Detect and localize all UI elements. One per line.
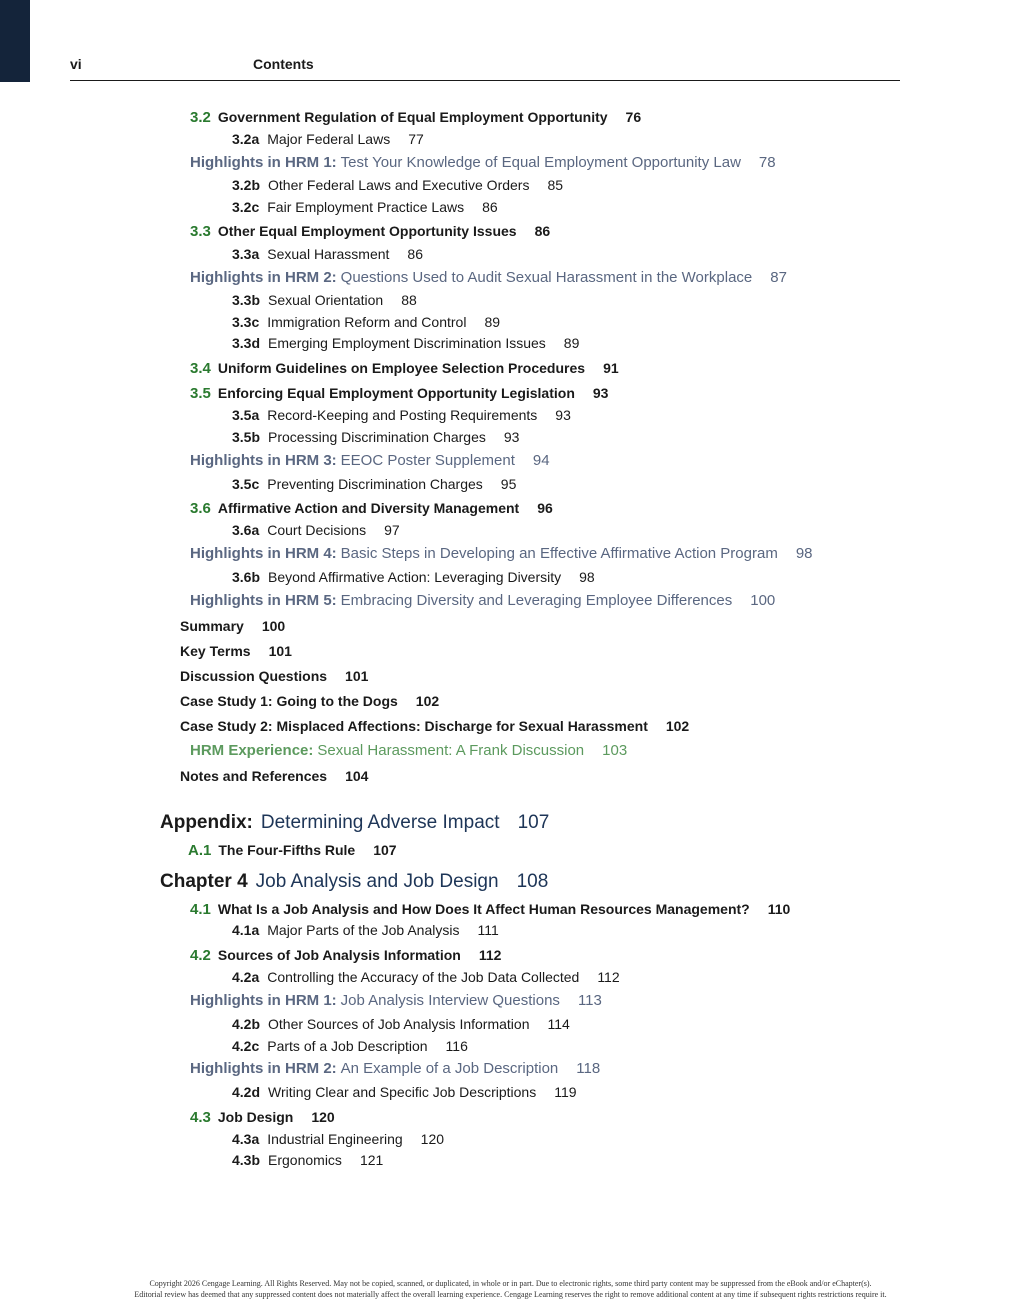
- toc-entry-title: Beyond Affirmative Action: Leveraging Diversity: [268, 569, 562, 585]
- toc-entry-label: Highlights in HRM 3:: [190, 452, 337, 469]
- toc-entry-title: Controlling the Accuracy of the Job Data Collected: [267, 969, 580, 985]
- toc-entry: [180, 642, 292, 660]
- toc-entry-page: 98: [579, 569, 595, 585]
- toc-entry: [190, 592, 775, 610]
- toc-entry-title: Notes and References: [180, 768, 328, 784]
- toc-entry-title: Questions Used to Audit Sexual Harassment in the Workplace: [340, 269, 753, 286]
- running-header-title: Contents: [253, 56, 314, 72]
- toc-entry-title: An Example of a Job Description: [340, 1060, 559, 1077]
- toc-entry-page: 86: [534, 223, 551, 239]
- toc-entry: [232, 1015, 570, 1033]
- toc-entry-title: Immigration Reform and Control: [267, 314, 467, 330]
- toc-entry: [190, 108, 641, 127]
- toc-entry-label: Highlights in HRM 5:: [190, 592, 337, 609]
- toc-entry-page: 100: [750, 592, 776, 609]
- toc-entry-title: Job Analysis Interview Questions: [340, 992, 560, 1009]
- toc-entry-page: 121: [359, 1152, 384, 1168]
- toc-entry-number: 3.6a: [232, 522, 260, 538]
- toc-entry: [232, 198, 498, 216]
- toc-entry: [232, 406, 571, 424]
- toc-entry-number: 3.5b: [232, 429, 261, 445]
- toc-entry: [232, 130, 424, 148]
- toc-entry-number: 4.2d: [232, 1084, 261, 1100]
- toc-entry: [190, 545, 813, 563]
- toc-entry: [190, 452, 550, 470]
- toc-entry-title: Emerging Employment Discrimination Issues: [268, 335, 546, 351]
- toc-entry-page: 119: [554, 1084, 577, 1100]
- toc-entry-page: 87: [770, 269, 787, 286]
- toc-entry-number: 4.3a: [232, 1131, 260, 1147]
- toc-entry-title: Determining Adverse Impact: [260, 812, 500, 833]
- toc-entry-title: What Is a Job Analysis and How Does It Affect Human Resources Management?: [217, 901, 750, 917]
- toc-entry: [232, 334, 579, 352]
- toc-entry-page: 95: [500, 476, 517, 492]
- toc-entry-title: Ergonomics: [268, 1152, 342, 1168]
- toc-entry-number: 3.6b: [232, 569, 261, 585]
- toc-entry-page: 91: [603, 360, 619, 376]
- toc-entry: [232, 1130, 444, 1148]
- toc-entry: [160, 812, 549, 834]
- toc-entry-number: 3.5c: [232, 476, 260, 492]
- toc-entry-page: 104: [345, 768, 369, 784]
- toc-entry-label: Highlights in HRM 2:: [190, 1060, 337, 1077]
- toc-entry: [190, 269, 787, 287]
- toc-entry-page: 112: [597, 969, 620, 985]
- toc-entry-title: Other Federal Laws and Executive Orders: [268, 177, 530, 193]
- toc-entry: [188, 841, 397, 860]
- toc-entry: [180, 692, 439, 710]
- toc-entry-page: 110: [767, 901, 791, 917]
- toc-entry-page: 101: [268, 643, 292, 659]
- toc-entry-title: Other Sources of Job Analysis Information: [268, 1016, 530, 1032]
- toc-entry-title: Case Study 2: Misplaced Affections: Discharge for Sexual Harassment: [180, 718, 648, 734]
- toc-entry-title: Major Federal Laws: [267, 131, 391, 147]
- toc-entry-title: Enforcing Equal Employment Opportunity Legislation: [217, 385, 575, 401]
- toc-entry-number: 4.3b: [232, 1152, 261, 1168]
- toc-entry-page: 111: [477, 922, 499, 938]
- toc-entry-title: Case Study 1: Going to the Dogs: [180, 693, 398, 709]
- toc-entry-page: 93: [503, 429, 520, 445]
- toc-entry-number: 3.3a: [232, 246, 260, 262]
- toc-entry: [190, 154, 776, 172]
- toc-entry-page: 85: [547, 177, 564, 193]
- toc-entry-label: Highlights in HRM 1:: [190, 992, 337, 1009]
- toc-entry: [232, 921, 499, 939]
- toc-entry: [190, 1108, 335, 1127]
- toc-entry-number: 3.2: [190, 109, 211, 126]
- toc-entry: [180, 617, 285, 635]
- toc-entry-page: 100: [261, 618, 286, 634]
- toc-entry: [160, 871, 548, 893]
- toc-entry-number: 4.1a: [232, 922, 260, 938]
- toc-entry-page: 116: [445, 1038, 468, 1054]
- toc-entry-label: Highlights in HRM 1:: [190, 154, 337, 171]
- toc-entry: [232, 245, 423, 263]
- toc-entry-title: Government Regulation of Equal Employment Opportunity: [217, 109, 608, 125]
- toc-entry: [190, 742, 627, 760]
- toc-entry-number: 3.2c: [232, 199, 260, 215]
- toc-entry: [190, 499, 553, 518]
- toc-entry: [232, 1037, 468, 1055]
- toc-entry: [190, 900, 790, 919]
- toc-entry: [190, 946, 501, 965]
- toc-entry: [232, 313, 500, 331]
- toc-entry-number: 4.2b: [232, 1016, 261, 1032]
- toc-entry-label: Appendix:: [160, 812, 253, 833]
- toc-entry-title: Sexual Harassment: [267, 246, 390, 262]
- toc-entry-page: 89: [563, 335, 580, 351]
- toc-entry-page: 107: [517, 812, 550, 833]
- toc-entry-page: 98: [795, 545, 813, 562]
- toc-entry-number: 4.2c: [232, 1038, 260, 1054]
- toc-entry-number: 3.5a: [232, 407, 260, 423]
- toc-entry: [232, 291, 417, 309]
- toc-entry-label: Highlights in HRM 2:: [190, 269, 337, 286]
- toc-entry-title: Summary: [180, 618, 244, 634]
- toc-entry-title: Discussion Questions: [180, 668, 328, 684]
- toc-entry-page: 102: [415, 693, 440, 709]
- toc-entry-page: 93: [592, 385, 609, 401]
- toc-entry: [190, 222, 550, 241]
- copyright-line-2: Editorial review has deemed that any suppressed content does not materially affect the overall learning experience. Cengage Learning reserves the right to remove additional content at any time if subsequent rights restrictions require it.: [134, 1290, 887, 1299]
- toc-entry-number: 3.5: [190, 385, 211, 402]
- toc-entry-number: 3.3: [190, 223, 211, 240]
- toc-entry-page: 86: [407, 246, 423, 262]
- toc-entry-number: 3.4: [190, 360, 211, 377]
- toc-entry-title: Industrial Engineering: [267, 1131, 403, 1147]
- toc-entry-number: 4.2a: [232, 969, 260, 985]
- toc-entry-title: EEOC Poster Supplement: [340, 452, 515, 469]
- toc-entry-page: 77: [408, 131, 424, 147]
- toc-entry-page: 107: [373, 842, 397, 858]
- toc-entry-page: 120: [311, 1109, 335, 1125]
- toc-entry-title: Key Terms: [180, 643, 251, 659]
- toc-entry-page: 89: [484, 314, 501, 330]
- toc-entry-title: The Four-Fifths Rule: [218, 842, 356, 858]
- toc-entry-number: A.1: [188, 842, 212, 859]
- toc-entry: [232, 1083, 577, 1101]
- toc-entry-page: 88: [401, 292, 417, 308]
- toc-entry: [232, 968, 620, 986]
- toc-entry: [180, 667, 368, 685]
- toc-entry-title: Processing Discrimination Charges: [268, 429, 486, 445]
- toc-entry-title: Writing Clear and Specific Job Descriptions: [268, 1084, 537, 1100]
- toc-entry-title: Embracing Diversity and Leveraging Employee Differences: [340, 592, 733, 609]
- toc-entry-page: 113: [577, 992, 602, 1009]
- toc-entry-title: Basic Steps in Developing an Effective Affirmative Action Program: [340, 545, 778, 562]
- toc-entry: [180, 717, 689, 735]
- toc-entry-title: Uniform Guidelines on Employee Selection Procedures: [217, 360, 586, 376]
- toc-entry-page: 120: [420, 1131, 445, 1147]
- toc-entry: [232, 475, 516, 493]
- toc-entry: [190, 359, 619, 378]
- toc-entry-page: 114: [547, 1016, 570, 1032]
- toc-entry-label: Chapter 4: [160, 871, 248, 892]
- toc-entry-title: Job Design: [217, 1109, 294, 1125]
- toc-entry-number: 3.3b: [232, 292, 261, 308]
- toc-entry-number: 3.2b: [232, 177, 261, 193]
- toc-entry: [232, 568, 595, 586]
- toc-entry-page: 101: [345, 668, 369, 684]
- toc-entry-page: 78: [758, 154, 776, 171]
- toc-entry-number: 3.3d: [232, 335, 261, 351]
- toc-entry-page: 76: [625, 109, 642, 125]
- toc-entry: [232, 521, 400, 539]
- toc-entry: [190, 384, 608, 403]
- toc-entry-page: 103: [602, 742, 628, 759]
- toc-entry: [190, 992, 602, 1010]
- toc-entry-title: Preventing Discrimination Charges: [267, 476, 483, 492]
- toc-entry-title: Other Equal Employment Opportunity Issues: [217, 223, 517, 239]
- toc-entry-title: Sexual Harassment: A Frank Discussion: [317, 742, 585, 759]
- toc-entry-title: Affirmative Action and Diversity Management: [217, 500, 520, 516]
- toc-entry-label: Highlights in HRM 4:: [190, 545, 337, 562]
- toc-entry-title: Sexual Orientation: [268, 292, 384, 308]
- toc-entry-number: 4.1: [190, 901, 211, 918]
- page-number: vi: [70, 56, 82, 72]
- toc-entry-page: 97: [384, 522, 400, 538]
- toc-entry-page: 94: [532, 452, 550, 469]
- toc-entry-page: 112: [478, 947, 502, 963]
- toc-entry-number: 3.6: [190, 500, 211, 517]
- toc-entry-title: Parts of a Job Description: [267, 1038, 428, 1054]
- toc-entry: [180, 767, 368, 785]
- toc-entry-title: Major Parts of the Job Analysis: [267, 922, 460, 938]
- toc-entry-page: 93: [555, 407, 571, 423]
- toc-entry: [232, 1151, 383, 1169]
- toc-entry-title: Record-Keeping and Posting Requirements: [267, 407, 538, 423]
- toc-entry: [232, 176, 563, 194]
- toc-entry-number: 3.3c: [232, 314, 260, 330]
- toc-entry-number: 3.2a: [232, 131, 260, 147]
- toc-entry-title: Court Decisions: [267, 522, 367, 538]
- toc-entry-label: HRM Experience:: [190, 742, 314, 759]
- toc-entry-title: Job Analysis and Job Design: [255, 871, 499, 892]
- toc-entry-page: 118: [576, 1060, 601, 1077]
- toc-entry-title: Test Your Knowledge of Equal Employment Opportunity Law: [340, 154, 741, 171]
- toc-entry-title: Sources of Job Analysis Information: [217, 947, 461, 963]
- toc-entry-title: Fair Employment Practice Laws: [267, 199, 465, 215]
- toc-entry: [190, 1060, 600, 1078]
- copyright-line-1: Copyright 2026 Cengage Learning. All Rights Reserved. May not be copied, scanned, or duplicated, in whole or in part. Due to electronic rights, some third party content may be suppressed from the eBook and/or eChapter(s).: [149, 1279, 872, 1288]
- toc-entry-number: 4.3: [190, 1109, 211, 1126]
- toc-entry-page: 102: [665, 718, 690, 734]
- toc-entry-page: 96: [537, 500, 553, 516]
- toc-entry-number: 4.2: [190, 947, 211, 964]
- toc-entry: [232, 428, 519, 446]
- toc-entry-page: 108: [516, 871, 549, 892]
- toc-entry-page: 86: [482, 199, 498, 215]
